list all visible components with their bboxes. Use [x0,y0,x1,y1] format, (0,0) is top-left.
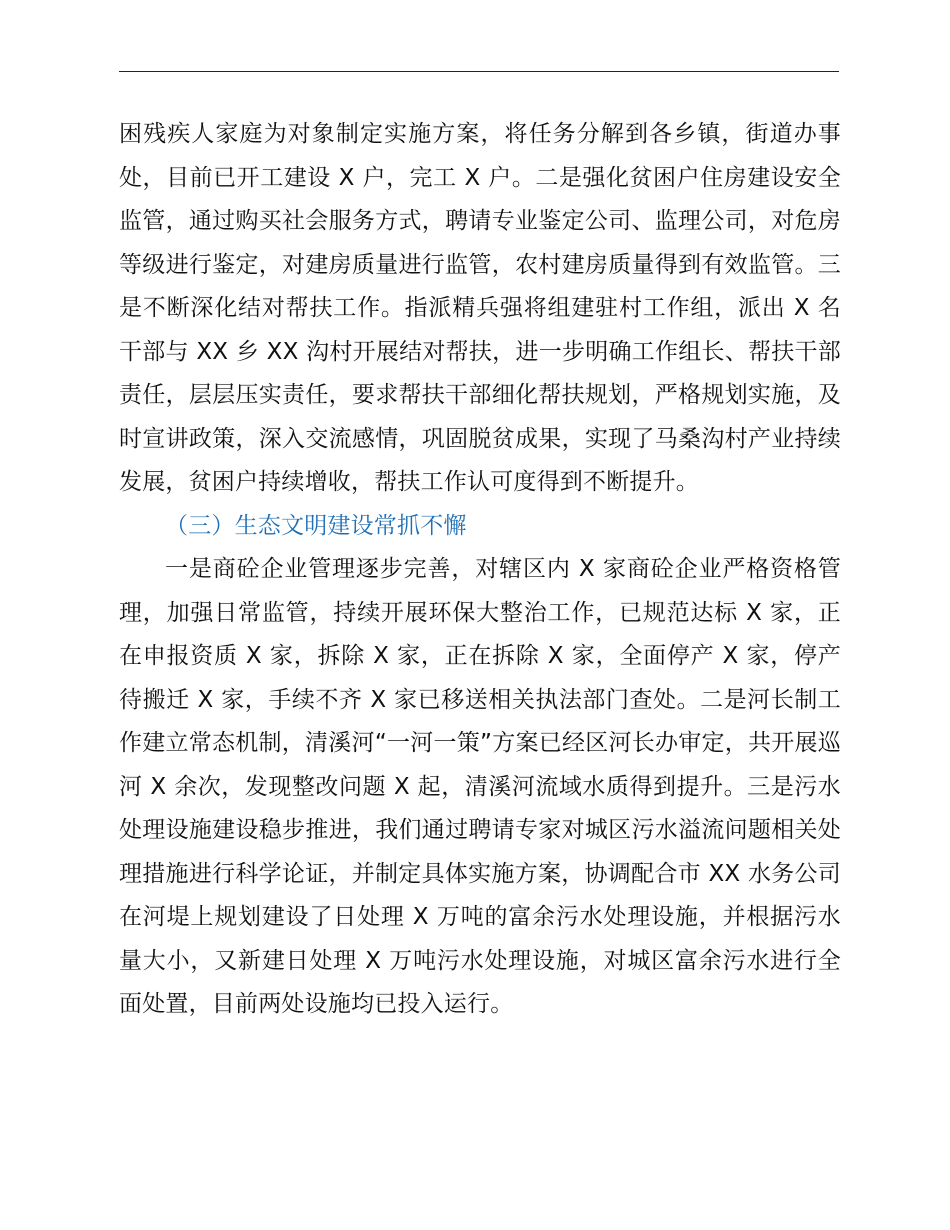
document-body [119,113,841,1027]
paragraph-continued: 困残疾人家庭为对象制定实施方案，将任务分解到各乡镇，街道办事处，目前已开工建设 X 户，完工 X 户。二是强化贫困户住房建设安全监管，通过购买社会服务方式，聘请专业鉴定公司、监理公司，对危房等级进行鉴定，对建房质量进行监管，农村建房质量得到有效监管。三是不断深化结对帮扶工作。指派精兵强将组建驻村工作组，派出 X 名干部与 XX 乡 XX 沟村开展结对帮扶，进一步明确工作组长、帮扶干部责任，层层压实责任，要求帮扶干部细化帮扶规划，严格规划实施，及时宣讲政策，深入交流感情，巩固脱贫成果，实现了马桑沟村产业持续发展，贫困户持续增收，帮扶工作认可度得到不断提升。 [119,121,841,495]
paragraph-ecology: 一是商砼企业管理逐步完善，对辖区内 X 家商砼企业严格资格管理，加强日常监管，持续开展环保大整治工作，已规范达标 X 家，正在申报资质 X 家，拆除 X 家，正在拆除 X 家，全面停产 X 家，停产待搬迁 X 家，手续不齐 X 家已移送相关执法部门查处。二是河长制工作建立常态机制，清溪河“一河一策”方案已经区河长办审定，共开展巡河 X 余次，发现整改问题 X 起，清溪河流域水质得到提升。三是污水处理设施建设稳步推进，我们通过聘请专家对城区污水溢流问题相关处理措施进行科学论证，并制定具体实施方案，协调配合市 XX 水务公司在河堤上规划建设了日处理 X 万吨的富余污水处理设施，并根据污水量大小，又新建日处理 X 万吨污水处理设施，对城区富余污水进行全面处置，目前两处设施均已投入运行。 [119,556,841,1017]
section-heading: （三）生态文明建设常抓不懈 [165,512,467,539]
header-divider [119,71,839,72]
